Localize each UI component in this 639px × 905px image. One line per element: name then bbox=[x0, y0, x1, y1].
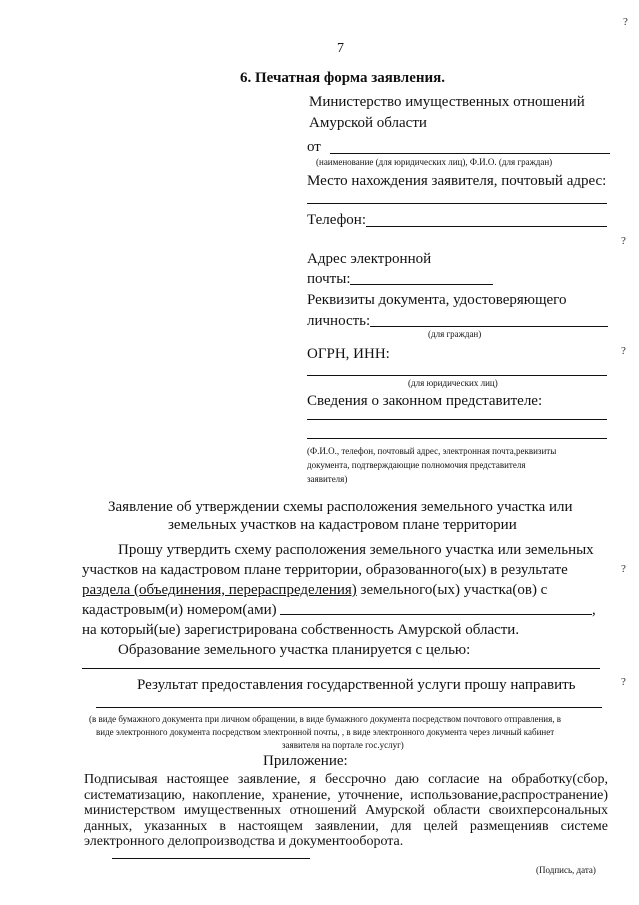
phone-label: Телефон: bbox=[307, 212, 366, 228]
body-line-3-rest: земельного(ых) участка(ов) с bbox=[356, 582, 548, 598]
body-line-5: на который(ые) зарегистрирована собственность Амурской области. bbox=[82, 622, 520, 638]
margin-mark: ? bbox=[621, 235, 626, 247]
ogrn-field-line bbox=[307, 375, 607, 376]
consent-paragraph: Подписывая настоящее заявление, я бессрочно даю согласие на обработку(сбор, систематизацию, накопление, хранение, уточнение, использование,распространение) министерством имущественных отношений Амурской области своихперсональных данных, указанных в настоящем заявлении, для целей размещенияв системе электронного делопроизводства и документооборота. bbox=[84, 772, 608, 850]
phone-field-line bbox=[366, 226, 607, 227]
id-doc-label-1: Реквизиты документа, удостоверяющего bbox=[307, 292, 567, 308]
email-field-line bbox=[350, 284, 493, 285]
cadastral-number-line bbox=[280, 614, 592, 615]
statement-title-1: Заявление об утверждении схемы расположения земельного участка или bbox=[108, 499, 573, 515]
body-line-3-underlined: раздела (объединения, перераспределения) bbox=[82, 582, 357, 598]
email-label-1: Адрес электронной bbox=[307, 251, 432, 267]
result-hint-2: виде электронного документа посредством электронной почты, , в виде электронного документа через личный кабинет bbox=[96, 727, 555, 737]
body-line-1: Прошу утвердить схему расположения земельного участка или земельных bbox=[118, 542, 594, 558]
body-line-4-end: , bbox=[592, 602, 596, 618]
signature-line bbox=[112, 858, 310, 859]
result-hint-3: заявителя на портале гос.услуг) bbox=[282, 740, 404, 750]
body-line-6: Образование земельного участка планируется с целью: bbox=[118, 642, 471, 658]
purpose-field-line bbox=[82, 668, 600, 669]
body-line-2: участков на кадастровом плане территории, образованного(ых) в результате bbox=[82, 562, 568, 578]
margin-mark: ? bbox=[621, 563, 626, 575]
from-hint: (наименование (для юридических лиц), Ф.И.О. (для граждан) bbox=[316, 157, 553, 167]
rep-hint-3: заявителя) bbox=[307, 474, 348, 484]
rep-field-line-1 bbox=[307, 419, 607, 420]
result-field-line bbox=[96, 707, 602, 708]
margin-mark: ? bbox=[621, 345, 626, 357]
location-label: Место нахождения заявителя, почтовый адрес: bbox=[307, 173, 607, 189]
from-field-line bbox=[330, 153, 610, 154]
addressee-line-2: Амурской области bbox=[309, 115, 427, 131]
result-label: Результат предоставления государственной услуги прошу направить bbox=[137, 677, 576, 693]
rep-field-line-2 bbox=[307, 438, 607, 439]
rep-hint-2: документа, подтверждающие полномочия представителя bbox=[307, 460, 526, 470]
margin-mark: ? bbox=[623, 16, 628, 28]
email-label-2: почты: bbox=[307, 271, 351, 287]
id-doc-field-line bbox=[370, 326, 608, 327]
from-label: от bbox=[307, 139, 321, 155]
id-doc-hint: (для граждан) bbox=[428, 329, 482, 339]
page-number: 7 bbox=[337, 41, 344, 56]
ogrn-hint: (для юридических лиц) bbox=[408, 378, 498, 388]
addressee-line-1: Министерство имущественных отношений bbox=[309, 94, 585, 110]
rep-label: Сведения о законном представителе: bbox=[307, 393, 543, 409]
ogrn-label: ОГРН, ИНН: bbox=[307, 346, 390, 362]
body-line-3 bbox=[82, 581, 547, 599]
body-line-4: кадастровым(и) номером(ами) bbox=[82, 602, 277, 618]
result-hint-1: (в виде бумажного документа при личном обращении, в виде бумажного документа посредством почтового отправления, в bbox=[89, 714, 561, 724]
section-title: 6. Печатная форма заявления. bbox=[240, 70, 446, 86]
rep-hint-1: (Ф.И.О., телефон, почтовый адрес, электронная почта,реквизиты bbox=[307, 446, 557, 456]
signature-hint: (Подпись, дата) bbox=[536, 865, 596, 875]
appendix-label: Приложение: bbox=[263, 753, 348, 769]
id-doc-label-2: личность: bbox=[307, 313, 371, 329]
margin-mark: ? bbox=[621, 676, 626, 688]
statement-title-2: земельных участков на кадастровом плане территории bbox=[168, 517, 517, 533]
location-field-line bbox=[307, 203, 607, 204]
